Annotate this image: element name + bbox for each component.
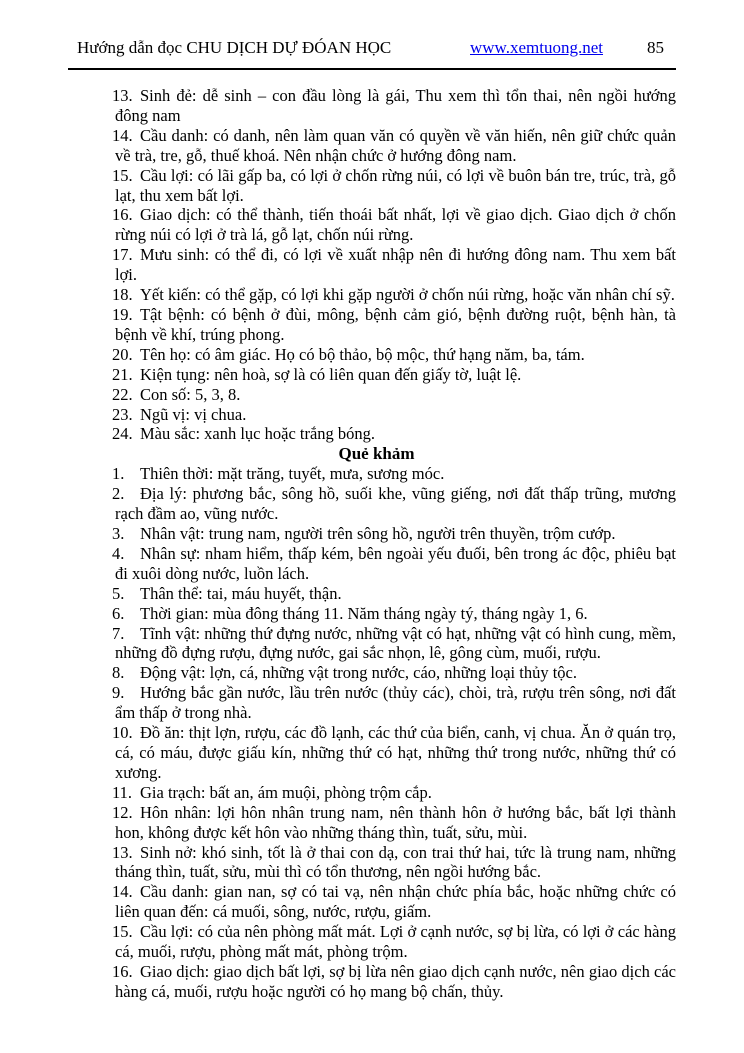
list-item-text: Cầu lợi: có của nên phòng mất mát. Lợi ở cạnh nước, sợ bị lừa, có lợi ở các hàng cá, muối, rượu, phòng mất mát, phòng trộm.	[115, 922, 676, 962]
list-item-text: Sinh nở: khó sinh, tốt là ở thai con dạ, con trai thứ hai, tức là trung nam, những tháng thìn, tuất, sửu, mùi thì có tổn thương, nên ngồi hướng bắc.	[115, 842, 676, 882]
list-item	[112, 843, 676, 883]
page-number: 85	[647, 38, 664, 57]
list-item-number: 14.	[112, 882, 133, 902]
list-item	[112, 86, 676, 126]
list-item-number: 2.	[112, 484, 125, 504]
list-item	[112, 245, 676, 285]
list-item	[112, 604, 676, 624]
list-item-text: Con số: 5, 3, 8.	[140, 384, 241, 404]
list-item-number: 15.	[112, 165, 133, 185]
list-item	[112, 723, 676, 783]
list-item-number: 12.	[112, 802, 133, 822]
list-item-text: Kiện tụng: nên hoà, sợ là có liên quan đến giấy tờ, luật lệ.	[140, 364, 522, 384]
list-item-text: Màu sắc: xanh lục hoặc trắng bóng.	[140, 424, 376, 444]
list-item-number: 20.	[112, 344, 133, 364]
list-item-text: Thời gian: mùa đông tháng 11. Năm tháng ngày tý, tháng ngày 1, 6.	[140, 603, 588, 623]
list-item-text: Cầu danh: có danh, nên làm quan văn có quyền về văn hiến, nên giữ chức quản về trà, tre, gỗ, thuế khoá. Nên nhận chức ở hướng đông nam.	[115, 125, 676, 165]
header-right	[470, 38, 664, 58]
list-item-number: 16.	[112, 205, 133, 225]
list-item-text: Yết kiến: có thể gặp, có lợi khi gặp người ở chốn núi rừng, hoặc văn nhân chí sỹ.	[140, 285, 675, 305]
list-item-text: Thân thể: tai, máu huyết, thận.	[140, 583, 342, 603]
list-item-text: Giao dịch: có thể thành, tiến thoái bất nhất, lợi về giao dịch. Giao dịch ở chốn rừng núi có lợi ở trà lá, gỗ lạt, chốn núi rừng.	[115, 205, 676, 245]
list-item-text: Giao dịch: giao dịch bất lợi, sợ bị lừa nên giao dịch cạnh nước, nên giao dịch các hàng cá, muối, rượu hoặc người có họ mang bộ chấn, thủy.	[115, 961, 676, 1001]
list-item	[112, 345, 676, 365]
list-item-number: 17.	[112, 245, 133, 265]
list-item	[112, 405, 676, 425]
list-item	[112, 803, 676, 843]
list-item-number: 3.	[112, 524, 125, 544]
list-item	[112, 365, 676, 385]
list-item	[112, 524, 676, 544]
list-item-text: Tĩnh vật: những thứ đựng nước, những vật có hạt, những vật có hình cung, mềm, những đồ đựng rượu, đựng nước, gai sắc nhọn, lê, gông cùm, muối, rượu.	[115, 623, 676, 663]
list-item-number: 23.	[112, 404, 133, 424]
list-item-number: 24.	[112, 424, 133, 444]
list-item-number: 8.	[112, 663, 125, 683]
list-item-text: Hướng bắc gần nước, lầu trên nước (thủy các), chòi, trà, rượu trên sông, nơi đất ẩm thấp ở trong nhà.	[115, 683, 676, 723]
list-item	[112, 385, 676, 405]
list-que-kham	[112, 464, 676, 1001]
list-item-text: Hôn nhân: lợi hôn nhân trung nam, nên thành hôn ở hướng bắc, bất lợi thành hon, không được kết hôn vào những tháng thìn, tuất, sửu, mùi.	[115, 802, 676, 842]
section-heading: Quẻ khảm	[338, 444, 415, 464]
list-item	[112, 783, 676, 803]
list-item-text: Đồ ăn: thịt lợn, rượu, các đồ lạnh, các thứ của biển, canh, vị chua. Ăn ở quán trọ, cá, có máu, được giấu kín, những thứ có hạt, những thứ trong nước, những thứ có xương.	[115, 723, 676, 782]
page-body	[0, 70, 744, 1002]
list-item-number: 18.	[112, 285, 133, 305]
list-item-number: 16.	[112, 961, 133, 981]
list-item-text: Tật bệnh: có bệnh ở đùi, mông, bệnh cảm gió, bệnh đường ruột, bệnh hàn, tà bệnh về khí, trúng phong.	[115, 304, 676, 344]
page-header	[0, 0, 744, 58]
list-item	[112, 663, 676, 683]
list-item-number: 7.	[112, 623, 125, 643]
list-item	[112, 962, 676, 1002]
list-item	[112, 305, 676, 345]
list-item-text: Thiên thời: mặt trăng, tuyết, mưa, sương móc.	[140, 464, 445, 484]
list-item-number: 21.	[112, 364, 133, 384]
list-item-number: 11.	[112, 782, 133, 802]
list-item-number: 1.	[112, 464, 125, 484]
list-item-number: 14.	[112, 125, 133, 145]
list-item	[112, 424, 676, 444]
list-item-text: Gia trạch: bất an, ám muội, phòng trộm cắp.	[140, 782, 432, 802]
list-item-text: Mưu sinh: có thể đi, có lợi về xuất nhập nên đi hướng đông nam. Thu xem bất lợi.	[115, 245, 676, 285]
list-item-text: Cầu danh: gian nan, sợ có tai vạ, nên nhận chức phía bắc, hoặc những chức có liên quan đến: cá muối, sông, nước, rượu, giấm.	[115, 882, 676, 922]
list-item	[112, 166, 676, 206]
list-item-text: Tên họ: có âm giác. Họ có bộ thảo, bộ mộc, thứ hạng năm, ba, tám.	[140, 344, 585, 364]
list-item	[112, 464, 676, 484]
list-item-text: Sinh đẻ: dễ sinh – con đầu lòng là gái, Thu xem thì tổn thai, nên ngồi hướng đông nam	[115, 86, 676, 125]
list-item-text: Nhân vật: trung nam, người trên sông hồ, người trên thuyền, trộm cướp.	[140, 524, 616, 544]
list-item	[112, 285, 676, 305]
list-continued	[112, 86, 676, 444]
list-item-number: 13.	[112, 842, 133, 862]
list-item-text: Ngũ vị: vị chua.	[140, 404, 247, 424]
website-link[interactable]: www.xemtuong.net	[470, 38, 603, 57]
list-item	[112, 205, 676, 245]
list-item	[112, 882, 676, 922]
list-item	[112, 484, 676, 524]
list-item-number: 22.	[112, 384, 133, 404]
list-item-number: 4.	[112, 543, 125, 563]
list-item	[112, 544, 676, 584]
list-item	[112, 624, 676, 664]
list-item-number: 19.	[112, 304, 133, 324]
list-item-text: Cầu lợi: có lãi gấp ba, có lợi ở chốn rừng núi, có lợi về buôn bán tre, trúc, trà, gỗ lạt, thu xem bất lợi.	[115, 165, 676, 205]
list-item	[112, 584, 676, 604]
list-item-text: Động vật: lợn, cá, những vật trong nước, cáo, những loại thủy tộc.	[140, 663, 577, 683]
list-item-number: 6.	[112, 603, 125, 623]
list-item-number: 10.	[112, 723, 133, 743]
list-item	[112, 126, 676, 166]
list-item-number: 5.	[112, 583, 125, 603]
list-item-number: 15.	[112, 922, 133, 942]
list-item-number: 13.	[112, 86, 133, 105]
list-item	[112, 922, 676, 962]
list-item-number: 9.	[112, 683, 125, 703]
list-item	[112, 683, 676, 723]
list-item-text: Địa lý: phương bắc, sông hồ, suối khe, vũng giếng, nơi đất thấp trũng, mương rạch đầm ao, vũng nước.	[115, 484, 676, 524]
running-title: Hướng dẫn đọc CHU DỊCH DỰ ĐÓAN HỌC	[77, 38, 392, 57]
list-item-text: Nhân sự: nham hiểm, thấp kém, bên ngoài yếu đuối, bên trong ác độc, phiêu bạt đi xuôi dòng nước, luồn lách.	[115, 543, 676, 583]
